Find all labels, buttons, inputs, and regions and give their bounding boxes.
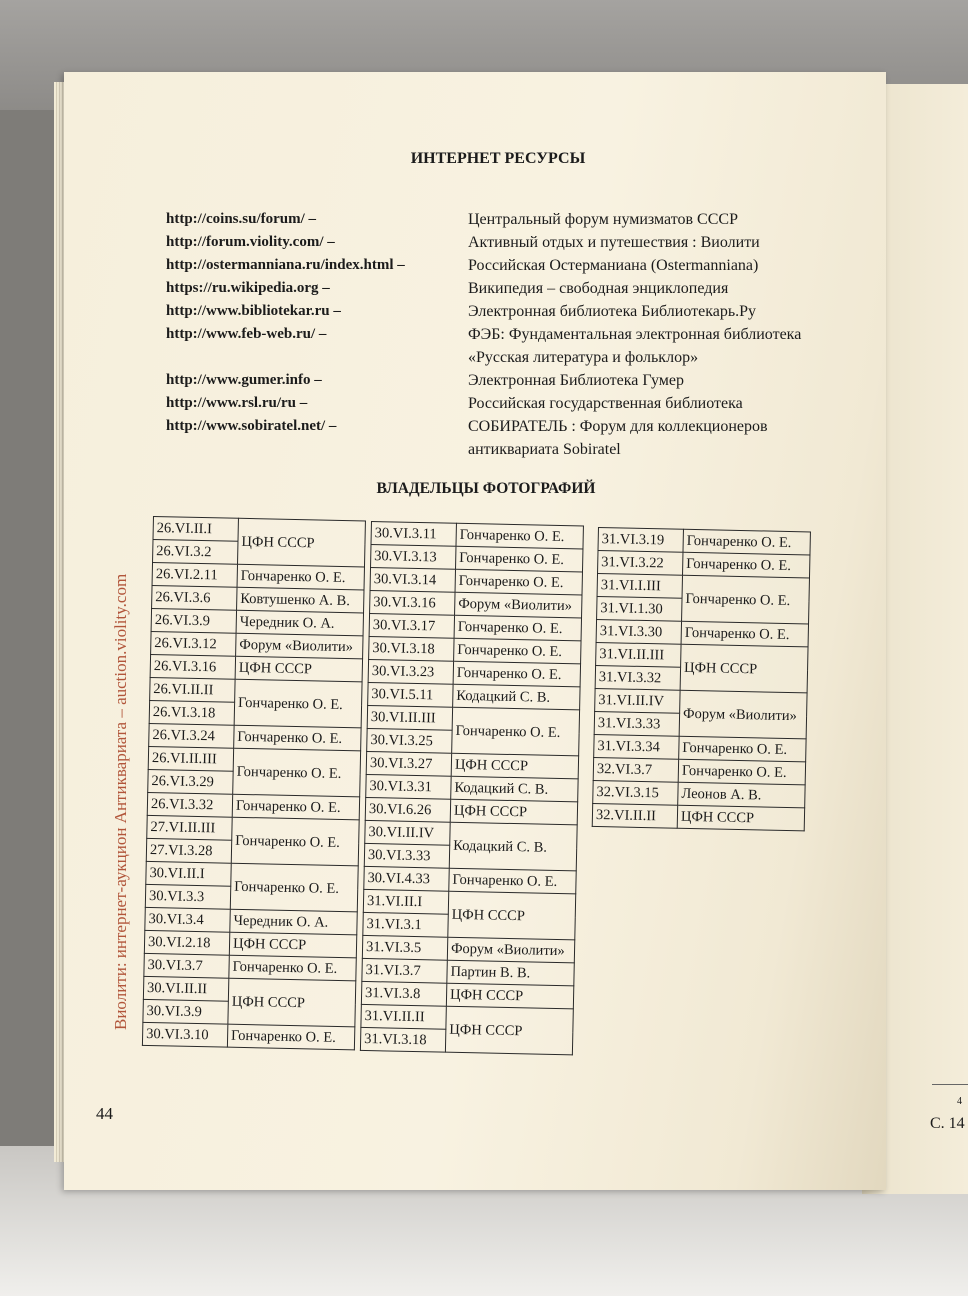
photo-code: 30.VI.II.IV <box>365 820 450 845</box>
photo-code: 30.VI.3.27 <box>366 751 451 776</box>
owner-name: Кодацкий С. В. <box>451 776 578 802</box>
photo-code: 26.VI.3.18 <box>149 700 234 725</box>
owners-table-1 <box>142 516 366 1050</box>
photo-code: 30.VI.6.26 <box>365 797 450 822</box>
right-footnote-number: 4 <box>957 1096 962 1107</box>
photo-code: 26.VI.2.11 <box>152 563 237 588</box>
resource-url: https://ru.wikipedia.org – <box>166 280 330 296</box>
photo-code: 30.VI.3.16 <box>370 590 455 615</box>
resource-url: http://www.feb-web.ru/ – <box>166 326 327 342</box>
photo-code: 30.VI.3.9 <box>143 999 228 1024</box>
resource-description: Российская Остерманиана (Ostermanniana) <box>468 257 759 274</box>
photo-code: 31.VI.3.1 <box>363 912 448 937</box>
owner-name: Леонов А. В. <box>678 782 805 808</box>
resource-item <box>166 231 846 254</box>
photo-code: 31.VI.3.34 <box>594 734 679 759</box>
photo-code: 31.VI.II.III <box>596 642 681 667</box>
owner-name: Кодацкий С. В. <box>453 684 580 710</box>
right-page-reference: С. 14 <box>930 1115 965 1132</box>
photo-code: 26.VI.3.2 <box>153 540 238 565</box>
photo-code: 31.VI.II.II <box>361 1004 446 1029</box>
owner-name: ЦФН СССР <box>677 805 804 831</box>
photo-code: 26.VI.II.I <box>153 517 238 542</box>
owners-table-2 <box>360 521 584 1055</box>
photo-code: 26.VI.3.16 <box>150 654 235 679</box>
photo-code: 30.VI.3.18 <box>369 636 454 661</box>
photo-code: 26.VI.II.II <box>150 677 235 702</box>
table-row <box>592 803 804 830</box>
resource-description: Электронная библиотека Библиотекарь.Ру <box>468 303 757 320</box>
resource-url: http://coins.su/forum/ – <box>166 211 317 227</box>
resource-item <box>166 323 846 369</box>
photo-code: 30.VI.3.25 <box>367 728 452 753</box>
resource-url: http://www.gumer.info – <box>166 372 322 388</box>
photo-code: 30.VI.II.III <box>367 705 452 730</box>
owner-name: Ковтушенко А. В. <box>237 587 364 613</box>
owner-name: Гончаренко О. Е. <box>449 868 576 894</box>
owner-name: Гончаренко О. Е. <box>452 707 580 756</box>
owner-name: Гончаренко О. Е. <box>683 552 810 578</box>
owner-name: ЦФН СССР <box>235 656 362 682</box>
resource-description: Российская государственная библиотека <box>468 395 743 412</box>
resource-item <box>166 277 846 300</box>
resource-description: Центральный форум нумизматов СССР <box>468 211 738 228</box>
owner-name: Кодацкий С. В. <box>449 822 577 871</box>
resource-item <box>166 208 846 231</box>
photo-code: 30.VI.3.31 <box>366 774 451 799</box>
owner-name: Гончаренко О. Е. <box>682 575 810 624</box>
photo-code: 30.VI.3.23 <box>368 659 453 684</box>
owner-name: Гончаренко О. Е. <box>454 615 581 641</box>
photo-code: 26.VI.3.32 <box>147 792 232 817</box>
owner-name: Партин В. В. <box>447 960 574 986</box>
resource-description: СОБИРАТЕЛЬ : Форум для коллекционеров антиквариата Sobiratel <box>468 418 768 458</box>
resource-description: Википедия – свободная энциклопедия <box>468 280 729 297</box>
photo-code: 31.VI.3.8 <box>361 981 446 1006</box>
photo-code: 32.VI.3.7 <box>593 757 678 782</box>
photo-code: 26.VI.3.12 <box>151 631 236 656</box>
resource-url: http://www.sobiratel.net/ – <box>166 418 337 434</box>
photo-code: 26.VI.3.24 <box>149 723 234 748</box>
owner-name: ЦФН СССР <box>238 518 366 567</box>
footnote-rule <box>932 1084 968 1085</box>
photo-code: 31.VI.3.19 <box>598 528 683 553</box>
photo-code: 31.VI.1.30 <box>597 596 682 621</box>
photo-code: 30.VI.3.13 <box>371 545 456 570</box>
photo-code: 30.VI.3.17 <box>369 613 454 638</box>
photo-code: 26.VI.3.9 <box>151 608 236 633</box>
photo-code: 26.VI.II.III <box>148 746 233 771</box>
owner-name: Гончаренко О. Е. <box>237 564 364 590</box>
owner-name: Гончаренко О. Е. <box>234 679 362 728</box>
owner-name: Гончаренко О. Е. <box>678 759 805 785</box>
photo-code: 30.VI.2.18 <box>144 930 229 955</box>
photo-code: 31.VI.3.22 <box>598 551 683 576</box>
photo-code: 30.VI.5.11 <box>368 682 453 707</box>
resource-item <box>166 392 846 415</box>
photo-code: 30.VI.3.4 <box>145 907 230 932</box>
owner-name: ЦФН СССР <box>228 978 356 1027</box>
photo-code: 26.VI.3.6 <box>152 585 237 610</box>
photo-code: 31.VI.3.5 <box>362 935 447 960</box>
owner-name: ЦФН СССР <box>680 644 808 693</box>
page-number: 44 <box>96 1104 113 1123</box>
resource-item <box>166 369 846 392</box>
owner-name: ЦФН СССР <box>450 799 577 825</box>
owner-name: ЦФН СССР <box>229 932 356 958</box>
owner-name: Форум «Виолити» <box>455 592 582 618</box>
owner-name: Гончаренко О. Е. <box>229 955 356 981</box>
resource-url: http://www.rsl.ru/ru – <box>166 395 308 411</box>
photo-code: 31.VI.3.30 <box>596 619 681 644</box>
resource-description: Активный отдых и путешествия : Виолити <box>468 234 760 251</box>
owner-name: Форум «Виолити» <box>447 937 574 963</box>
photo-code: 26.VI.3.29 <box>148 769 233 794</box>
photo-code: 30.VI.3.14 <box>370 568 455 593</box>
photo-code: 30.VI.II.I <box>146 861 231 886</box>
resource-url: http://forum.violity.com/ – <box>166 234 335 250</box>
photo-code: 30.VI.4.33 <box>364 866 449 891</box>
owner-name: Гончаренко О. Е. <box>455 569 582 595</box>
photo-code: 31.VI.3.32 <box>595 665 680 690</box>
resources-list <box>166 208 846 461</box>
side-watermark-text: Виолити: интернет-аукцион Антиквариата – auction.violity.com <box>111 573 130 1030</box>
owner-name: ЦФН СССР <box>448 891 576 940</box>
owner-name: ЦФН СССР <box>446 983 573 1009</box>
owner-name: Гончаренко О. Е. <box>456 523 583 549</box>
resource-item <box>166 300 846 323</box>
owner-name: Чередник О. А. <box>236 610 363 636</box>
photo-code: 31.VI.II.I <box>363 889 448 914</box>
photo-code: 32.VI.3.15 <box>593 780 678 805</box>
photo-code: 31.VI.3.7 <box>362 958 447 983</box>
owner-name: Гончаренко О. Е. <box>454 638 581 664</box>
photo-code: 27.VI.3.28 <box>146 838 231 863</box>
photo-code: 27.VI.II.III <box>147 815 232 840</box>
resource-item <box>166 254 846 277</box>
owner-name: Гончаренко О. Е. <box>231 817 359 866</box>
owner-name: Чередник О. А. <box>230 909 357 935</box>
owner-name: Гончаренко О. Е. <box>230 863 358 912</box>
photo-code: 30.VI.3.3 <box>145 884 230 909</box>
owner-name: Гончаренко О. Е. <box>234 725 361 751</box>
page-heading: ИНТЕРНЕТ РЕСУРСЫ <box>410 150 586 167</box>
photo-code: 31.VI.II.IV <box>595 688 680 713</box>
owner-name: Форум «Виолити» <box>236 633 363 659</box>
photo-code: 31.VI.I.III <box>597 574 682 599</box>
photo-code: 31.VI.3.18 <box>360 1027 445 1052</box>
photo-code: 31.VI.3.33 <box>594 711 679 736</box>
owner-name: Гончаренко О. Е. <box>679 736 806 762</box>
owner-name: Гончаренко О. Е. <box>453 661 580 687</box>
resource-url: http://www.bibliotekar.ru – <box>166 303 341 319</box>
resource-item <box>166 415 846 461</box>
table-row <box>142 1022 354 1049</box>
photo-code: 30.VI.3.11 <box>371 522 456 547</box>
owner-name: Форум «Виолити» <box>679 690 807 739</box>
owner-name: ЦФН СССР <box>451 753 578 779</box>
owner-name: Гончаренко О. Е. <box>681 621 808 647</box>
resource-url: http://ostermanniana.ru/index.html – <box>166 257 405 273</box>
photo-code: 30.VI.3.7 <box>144 953 229 978</box>
resource-description: ФЭБ: Фундаментальная электронная библиотека «Русская литература и фольклор» <box>468 326 802 366</box>
owner-name: Гончаренко О. Е. <box>227 1024 354 1050</box>
owner-name: Гончаренко О. Е. <box>233 748 361 797</box>
owner-name: Гончаренко О. Е. <box>683 529 810 555</box>
owners-table-3 <box>592 527 811 831</box>
owner-name: ЦФН СССР <box>445 1006 573 1055</box>
photo-code: 32.VI.II.II <box>592 803 677 828</box>
resource-description: Электронная Библиотека Гумер <box>468 372 684 389</box>
owner-name: Гончаренко О. Е. <box>456 546 583 572</box>
photo-code: 30.VI.3.33 <box>364 843 449 868</box>
owners-heading: ВЛАДЕЛЬЦЫ ФОТОГРАФИЙ <box>376 480 596 497</box>
owner-name: Гончаренко О. Е. <box>232 794 359 820</box>
photo-code: 30.VI.3.10 <box>142 1022 227 1047</box>
photo-code: 30.VI.II.II <box>143 976 228 1001</box>
